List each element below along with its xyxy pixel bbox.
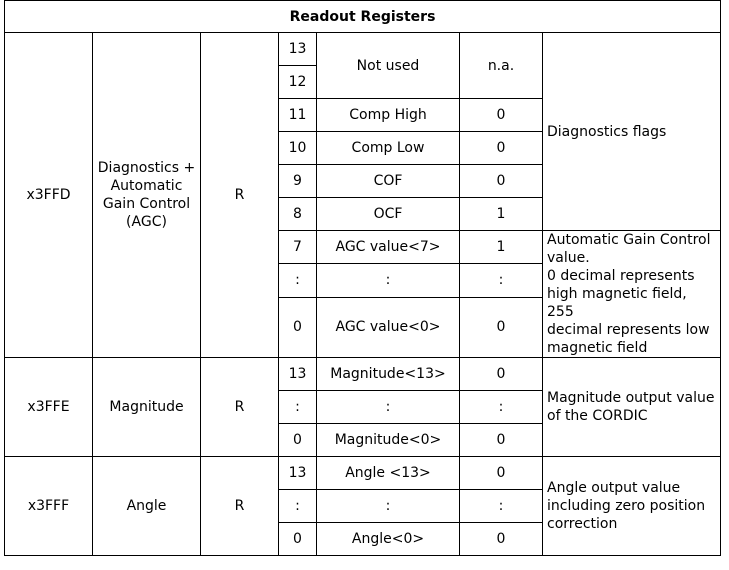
bit-name: Comp Low xyxy=(317,132,460,165)
bit-number: : xyxy=(279,264,317,297)
bit-name: : xyxy=(317,391,460,424)
bit-number: 13 xyxy=(279,358,317,391)
register-description: Diagnostics flags xyxy=(543,33,721,231)
bit-name: COF xyxy=(317,165,460,198)
bit-number: 0 xyxy=(279,523,317,556)
bit-value: 0 xyxy=(460,132,543,165)
register-access: R xyxy=(201,358,279,457)
bit-value: : xyxy=(460,490,543,523)
bit-number: 10 xyxy=(279,132,317,165)
bit-number: 8 xyxy=(279,198,317,231)
bit-name: AGC value<7> xyxy=(317,231,460,264)
bit-number: 13 xyxy=(279,457,317,490)
bit-value: 0 xyxy=(460,358,543,391)
bit-number: : xyxy=(279,391,317,424)
register-name: Magnitude xyxy=(93,358,201,457)
register-description: Magnitude output value of the CORDIC xyxy=(543,358,721,457)
bit-name: Angle <13> xyxy=(317,457,460,490)
bit-value: 0 xyxy=(460,457,543,490)
bit-number: 9 xyxy=(279,165,317,198)
bit-number: : xyxy=(279,490,317,523)
register-address: x3FFF xyxy=(5,457,93,556)
register-description: Angle output value including zero position correction xyxy=(543,457,721,556)
bit-name: Angle<0> xyxy=(317,523,460,556)
bit-value: : xyxy=(460,391,543,424)
bit-number: 11 xyxy=(279,99,317,132)
bit-number: 12 xyxy=(279,66,317,99)
bit-name: : xyxy=(317,264,460,297)
bit-name: Comp High xyxy=(317,99,460,132)
table-row xyxy=(5,358,721,391)
table-row xyxy=(5,33,721,66)
register-address: x3FFE xyxy=(5,358,93,457)
bit-number: 13 xyxy=(279,33,317,66)
bit-name: Not used xyxy=(317,33,460,99)
table-row xyxy=(5,457,721,490)
register-access: R xyxy=(201,33,279,358)
bit-value: n.a. xyxy=(460,33,543,99)
bit-number: 0 xyxy=(279,424,317,457)
bit-name: : xyxy=(317,490,460,523)
bit-value: 0 xyxy=(460,165,543,198)
register-name: Angle xyxy=(93,457,201,556)
bit-number: 7 xyxy=(279,231,317,264)
bit-name: Magnitude<13> xyxy=(317,358,460,391)
register-description: Automatic Gain Control value. 0 decimal represents high magnetic field, 255 decimal represents low magnetic field xyxy=(543,231,721,358)
register-address: x3FFD xyxy=(5,33,93,358)
bit-number: 0 xyxy=(279,297,317,358)
bit-name: Magnitude<0> xyxy=(317,424,460,457)
bit-name: AGC value<0> xyxy=(317,297,460,358)
bit-name: OCF xyxy=(317,198,460,231)
bit-value: 0 xyxy=(460,424,543,457)
bit-value: 1 xyxy=(460,231,543,264)
bit-value: 0 xyxy=(460,523,543,556)
readout-registers-table xyxy=(4,0,721,556)
bit-value: : xyxy=(460,264,543,297)
bit-value: 1 xyxy=(460,198,543,231)
register-name: Diagnostics + Automatic Gain Control (AGC) xyxy=(93,33,201,358)
register-access: R xyxy=(201,457,279,556)
bit-value: 0 xyxy=(460,99,543,132)
bit-value: 0 xyxy=(460,297,543,358)
table-title: Readout Registers xyxy=(5,1,721,33)
